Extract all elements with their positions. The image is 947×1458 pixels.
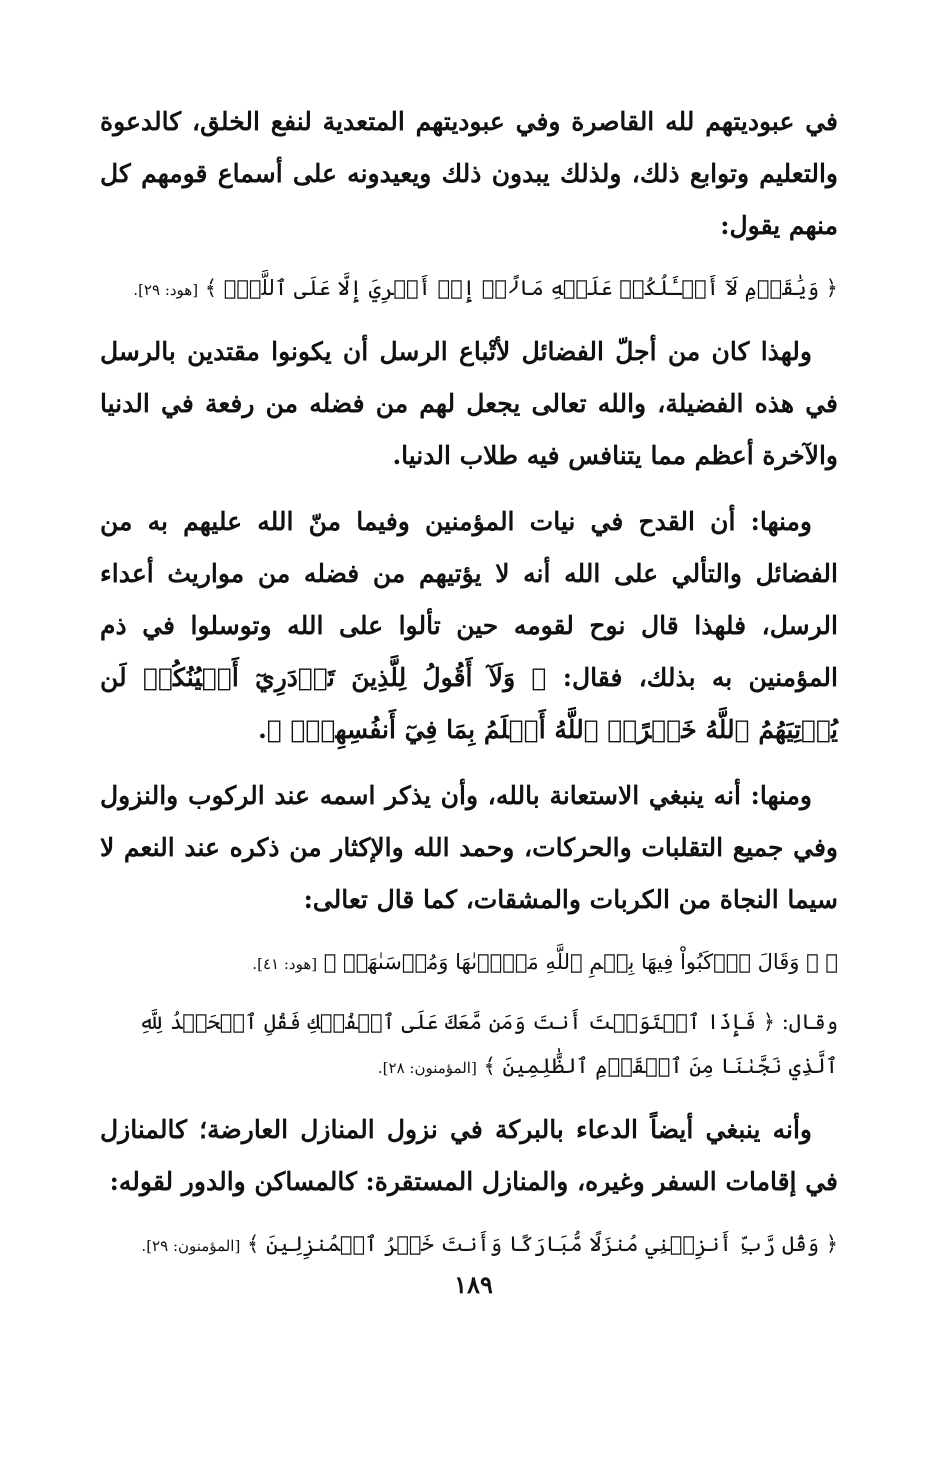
paragraph: في عبوديتهم لله القاصرة وفي عبوديتهم المتعدية لنفع الخلق، كالدعوة والتعليم وتوابع ذلك، ولذلك يبدون ذلك ويعيدونه على أسماع قومهم كل منهم يقول: [100,107,838,240]
quran-verse [100,266,838,312]
verse-text: ﴿ وَيَٰقَوۡمِ لَآ أَسۡـَٔلُكُمۡ عَلَيۡهِ مَالًاۖ إِنۡ أَجۡرِيَ إِلَّا عَلَى ٱللَّهِۚ ﴾ [204,276,838,300]
paragraph: ولهذا كان من أجلّ الفضائل لأتْباع الرسل أن يكونوا مقتدين بالرسل في هذه الفضيلة، والله تعالى يجعل لهم من فضله من رفعة في الدنيا والآخرة أعظم مما يتنافس فيه طلاب الدنيا. [100,337,838,470]
verse-text: وقال: ﴿ فَإِذَا ٱسۡتَوَيۡتَ أَنتَ وَمَن مَّعَكَ عَلَى ٱلۡفُلۡكِ فَقُلِ ٱلۡحَمۡدُ لِلَّهِ ٱلَّذِي نَجَّىٰنَا مِنَ ٱلۡقَوۡمِ ٱلظَّٰلِمِينَ ﴾ [138,1010,838,1078]
verse-text: ﴿ ۞ وَقَالَ ٱرۡكَبُواْ فِيهَا بِسۡمِ ٱللَّهِ مَجۡرٜىٰهَا وَمُرۡسَىٰهَآۚ ﴾ [323,950,838,974]
verse-reference: [المؤمنون: ٢٨]. [377,1059,477,1077]
quran-verse [100,1222,838,1268]
paragraph: ومنها: أنه ينبغي الاستعانة بالله، وأن يذكر اسمه عند الركوب والنزول وفي جميع التقلبات والحركات، وحمد الله والإكثار من ذكره عند النعم لا سيما النجاة من الكربات والمشقات، كما قال تعالى: [100,781,838,914]
verse-reference: [هود: ٤١]. [252,955,318,973]
quran-verse [100,1000,838,1090]
verse-reference: [هود: ٢٩]. [133,281,199,299]
page-number: ١٨٩ [454,1270,493,1299]
main-text [100,96,838,1282]
verse-text: ﴿ وَقُل رَّبِّ أَنزِلۡنِي مُنزَلًا مُّبَارَكًا وَأَنتَ خَيۡرُ ٱلۡمُنزِلِينَ ﴾ [247,1232,838,1256]
paragraph: وأنه ينبغي أيضاً الدعاء بالبركة في نزول المنازل العارضة؛ كالمنازل في إقامات السفر وغيره، والمنازل المستقرة: كالمساكن والدور لقوله: [100,1115,838,1196]
paragraph: ومنها: أن القدح في نيات المؤمنين وفيما منّ الله عليهم به من الفضائل والتألي على الله أنه لا يؤتيهم من فضله من مواريث أعداء الرسل، فلهذا قال نوح لقومه حين تألوا على الله وتوسلوا في ذم المؤمنين به بذلك، فقال: ﴿ وَلَآ أَقُولُ لِلَّذِينَ تَزۡدَرِيٓ أَعۡيُنُكُمۡ لَن يُؤۡتِيَهُمُ ٱللَّهُ خَيۡرًاۖ ٱللَّهُ أَعۡلَمُ بِمَا فِيٓ أَنفُسِهِمۡۖ ﴾. [100,507,838,744]
verse-reference: [المؤمنون: ٢٩]. [141,1237,241,1255]
quran-verse [100,940,838,986]
